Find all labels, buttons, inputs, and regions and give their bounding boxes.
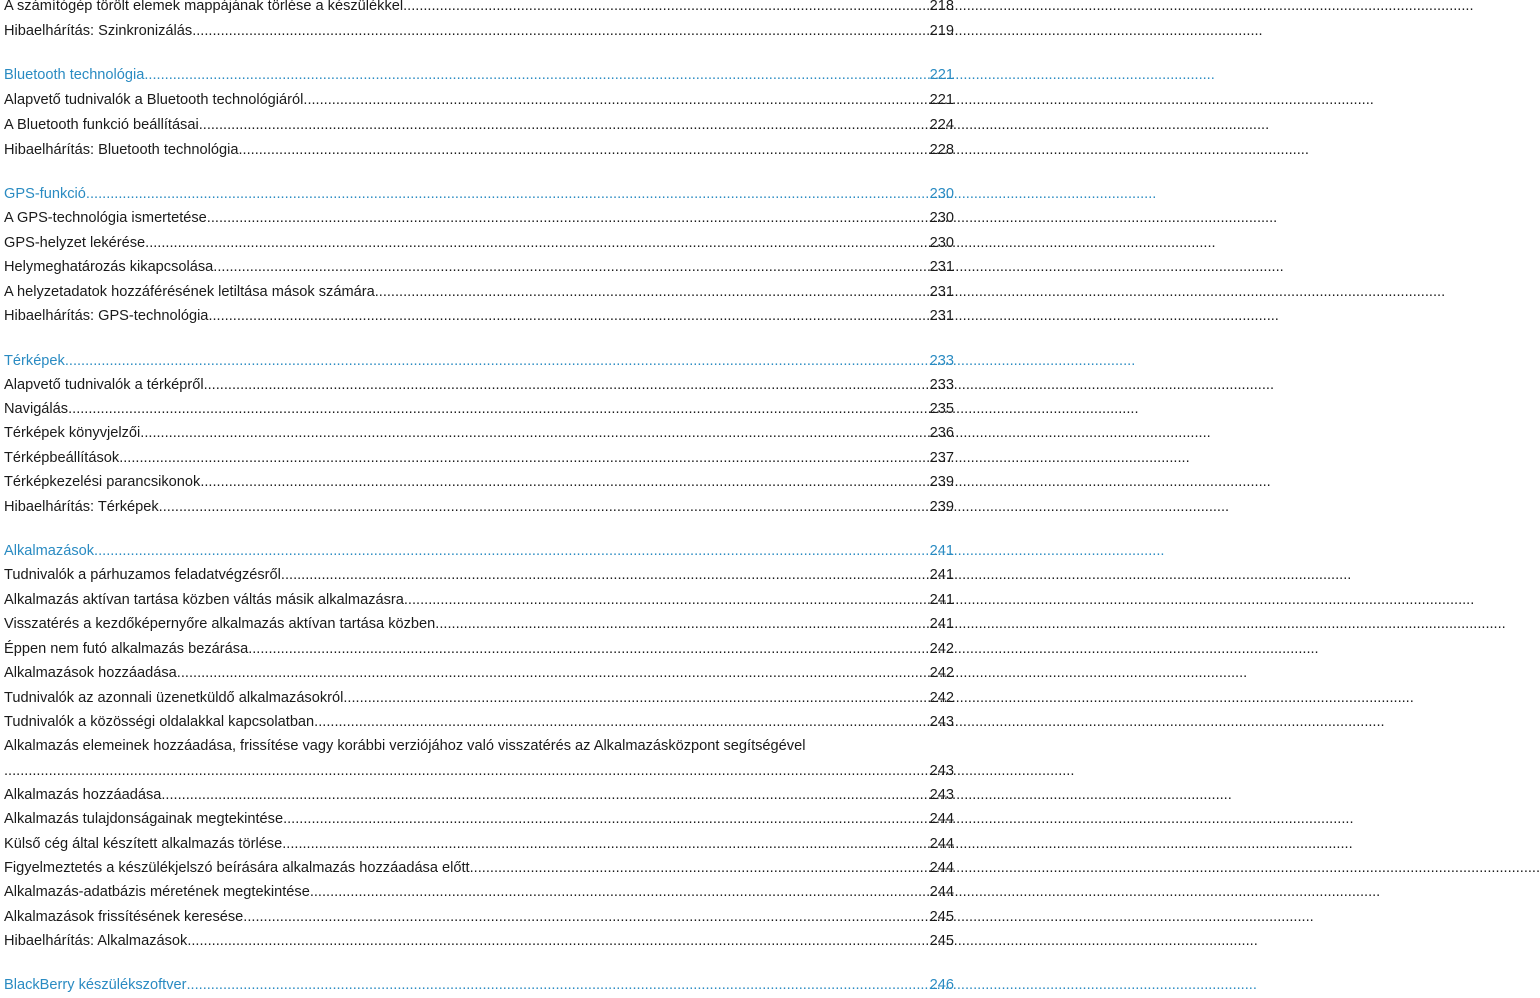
toc-section-page: 230 — [929, 186, 954, 202]
toc-section[interactable] — [4, 182, 954, 206]
toc-entry-page: 242 — [929, 665, 954, 681]
toc-entry[interactable] — [4, 373, 954, 397]
toc-entry-title: Tudnivalók az azonnali üzenetküldő alkalmazásokról — [4, 690, 344, 706]
toc-entry[interactable] — [4, 470, 954, 494]
toc-leader — [248, 637, 906, 661]
toc-leader — [187, 929, 906, 953]
toc-leader — [140, 421, 906, 445]
toc-leader — [281, 563, 906, 587]
toc-leader — [200, 470, 906, 494]
toc-leader — [192, 19, 906, 43]
toc-section-page: 241 — [929, 543, 954, 559]
toc-entry-title: Visszatérés a kezdőképernyőre alkalmazás aktívan tartása közben — [4, 616, 436, 632]
toc-entry[interactable] — [4, 661, 954, 685]
toc-leader — [68, 397, 906, 421]
toc-entry-page: 244 — [929, 860, 954, 876]
toc-entry[interactable] — [4, 807, 954, 831]
toc-entry-title: Helymeghatározás kikapcsolása — [4, 259, 214, 275]
toc-entry[interactable] — [4, 446, 954, 470]
toc-entry-page: 244 — [929, 811, 954, 827]
toc-entry-long-title[interactable]: Alkalmazás elemeinek hozzáadása, frissítése vagy korábbi verziójához való visszatérés az Alkalmazásközpont segítségével — [4, 738, 806, 754]
toc-entry-page: 245 — [929, 909, 954, 925]
toc-entry-title: Hibaelhárítás: GPS-technológia — [4, 308, 209, 324]
toc-leader — [243, 905, 906, 929]
toc-entry-title: Hibaelhárítás: Térképek — [4, 499, 159, 515]
toc-leader — [213, 255, 906, 279]
toc-entry[interactable] — [4, 637, 954, 661]
toc-entry[interactable] — [4, 612, 954, 636]
toc-entry-title: Hibaelhárítás: Alkalmazások — [4, 933, 188, 949]
toc-leader — [283, 807, 906, 831]
toc-entry-title: Hibaelhárítás: Szinkronizálás — [4, 23, 193, 39]
toc-entry-page: 230 — [929, 210, 954, 226]
toc-leader — [94, 539, 906, 563]
toc-entry-title: Navigálás — [4, 401, 69, 417]
toc-leader — [177, 661, 906, 685]
toc-section[interactable] — [4, 539, 954, 563]
toc-leader — [470, 856, 906, 880]
toc-entry-page: 239 — [929, 474, 954, 490]
toc-entry[interactable] — [4, 832, 954, 856]
toc-entry-page: 239 — [929, 499, 954, 515]
toc-leader — [161, 783, 906, 807]
toc-leader — [238, 138, 906, 162]
toc-leader — [65, 349, 906, 373]
toc-entry-title: Térképek könyvjelzői — [4, 425, 141, 441]
toc-entry[interactable] — [4, 495, 954, 519]
toc-entry-page: 231 — [929, 284, 954, 300]
toc-entry[interactable] — [4, 856, 954, 880]
toc-entry[interactable] — [4, 588, 954, 612]
toc-entry-page: 219 — [929, 23, 954, 39]
toc-entry-title: GPS-helyzet lekérése — [4, 235, 146, 251]
toc-entry-title: Alkalmazások frissítésének keresése — [4, 909, 244, 925]
toc-leader — [282, 832, 906, 856]
toc-leader — [199, 113, 906, 137]
toc-entry[interactable] — [4, 563, 954, 587]
toc-leader — [404, 588, 906, 612]
toc-entry-page: 243 — [929, 714, 954, 730]
toc-entry-page: 241 — [929, 616, 954, 632]
toc-entry-title: Tudnivalók a közösségi oldalakkal kapcsolatban — [4, 714, 315, 730]
toc-entry-title: A Bluetooth funkció beállításai — [4, 117, 199, 133]
toc-leader — [159, 495, 906, 519]
toc-entry-title: Éppen nem futó alkalmazás bezárása — [4, 641, 249, 657]
toc-entry[interactable] — [4, 783, 954, 807]
toc-entry-page: 237 — [929, 450, 954, 466]
toc-leader — [314, 710, 906, 734]
toc-leader — [207, 206, 906, 230]
toc-entry-title: A helyzetadatok hozzáférésének letiltása mások számára — [4, 284, 375, 300]
toc-leader — [303, 88, 906, 112]
toc-entry[interactable] — [4, 19, 954, 43]
toc-entry-page: 241 — [929, 592, 954, 608]
toc-section[interactable] — [4, 63, 954, 87]
toc-entry-title: A számítógép törölt elemek mappájának törlése a készülékkel — [4, 0, 404, 14]
toc-entry-page: 218 — [929, 0, 954, 14]
toc-entry-page: 243 — [929, 763, 954, 779]
toc-leader — [145, 231, 906, 255]
toc-entry[interactable] — [4, 397, 954, 421]
toc-entry-page: 230 — [929, 235, 954, 251]
toc-entry[interactable] — [4, 88, 954, 112]
toc-entry[interactable] — [4, 231, 954, 255]
toc-entry-page: 221 — [929, 92, 954, 108]
toc-entry-page: 224 — [929, 117, 954, 133]
toc-entry-title: Külső cég által készített alkalmazás törlése — [4, 836, 283, 852]
toc-leader — [144, 63, 906, 87]
toc-entry-page: 242 — [929, 690, 954, 706]
toc-leader — [204, 373, 906, 397]
toc-entry-title: Alkalmazások hozzáadása — [4, 665, 177, 681]
toc-entry-title: Figyelmeztetés a készülékjelszó beírására alkalmazás hozzáadása előtt — [4, 860, 470, 876]
toc-entry[interactable] — [4, 710, 954, 734]
toc-leader — [435, 612, 906, 636]
toc-entry-title: Alkalmazás aktívan tartása közben váltás másik alkalmazásra — [4, 592, 404, 608]
toc-entry[interactable] — [4, 255, 954, 279]
toc-section-page: 246 — [929, 977, 954, 993]
toc-entry-title: Térképbeállítások — [4, 450, 120, 466]
toc-section-title: Bluetooth technológia — [4, 67, 145, 83]
toc-entry-page: 235 — [929, 401, 954, 417]
toc-section-title: BlackBerry készülékszoftver — [4, 977, 187, 993]
toc-leader — [86, 182, 906, 206]
toc-entry[interactable] — [4, 905, 954, 929]
toc-leader — [119, 446, 906, 470]
toc-entry-title: Alkalmazás hozzáadása — [4, 787, 162, 803]
toc-entry[interactable] — [4, 0, 954, 18]
toc-entry-title: Hibaelhárítás: Bluetooth technológia — [4, 142, 239, 158]
toc-entry-page: 244 — [929, 836, 954, 852]
toc-entry[interactable] — [4, 880, 954, 904]
toc-entry-page: 241 — [929, 567, 954, 583]
toc-entry-title: Alkalmazás tulajdonságainak megtekintése — [4, 811, 284, 827]
toc-entry-title: Tudnivalók a párhuzamos feladatvégzésről — [4, 567, 281, 583]
toc-entry-page: 233 — [929, 377, 954, 393]
toc-entry-page: 243 — [929, 787, 954, 803]
toc-entry-page: 245 — [929, 933, 954, 949]
toc-section-page: 233 — [929, 353, 954, 369]
toc-entry[interactable] — [4, 138, 954, 162]
toc-entry-long-continuation[interactable] — [4, 759, 954, 783]
toc-entry-page: 231 — [929, 259, 954, 275]
toc-entry-title: Alkalmazás-adatbázis méretének megtekintése — [4, 884, 310, 900]
toc-entry-title: A GPS-technológia ismertetése — [4, 210, 207, 226]
toc-section-title: Térképek — [4, 353, 65, 369]
toc-entry[interactable] — [4, 929, 954, 953]
toc-entry-page: 228 — [929, 142, 954, 158]
toc-leader — [310, 880, 906, 904]
toc-leader — [375, 280, 906, 304]
toc-section-title: GPS-funkció — [4, 186, 86, 202]
toc-entry[interactable] — [4, 206, 954, 230]
toc-leader — [208, 304, 906, 328]
toc-section-page: 221 — [929, 67, 954, 83]
toc-entry-page: 236 — [929, 425, 954, 441]
toc-leader — [343, 686, 906, 710]
toc-entry-title: Alapvető tudnivalók a Bluetooth technológiáról — [4, 92, 304, 108]
toc-entry-title: Alapvető tudnivalók a térképről — [4, 377, 204, 393]
toc-entry[interactable] — [4, 421, 954, 445]
toc-entry[interactable] — [4, 304, 954, 328]
toc-entry[interactable] — [4, 113, 954, 137]
toc-entry-page: 242 — [929, 641, 954, 657]
toc-section[interactable] — [4, 349, 954, 373]
toc-section[interactable] — [4, 973, 954, 997]
toc-entry-page: 231 — [929, 308, 954, 324]
toc-entry-page: 244 — [929, 884, 954, 900]
toc-leader — [4, 759, 906, 783]
toc-section-title: Alkalmazások — [4, 543, 95, 559]
toc-entry[interactable] — [4, 686, 954, 710]
toc-leader — [403, 0, 906, 18]
toc-leader — [186, 973, 906, 997]
toc-entry-title: Térképkezelési parancsikonok — [4, 474, 201, 490]
toc-entry[interactable] — [4, 280, 954, 304]
